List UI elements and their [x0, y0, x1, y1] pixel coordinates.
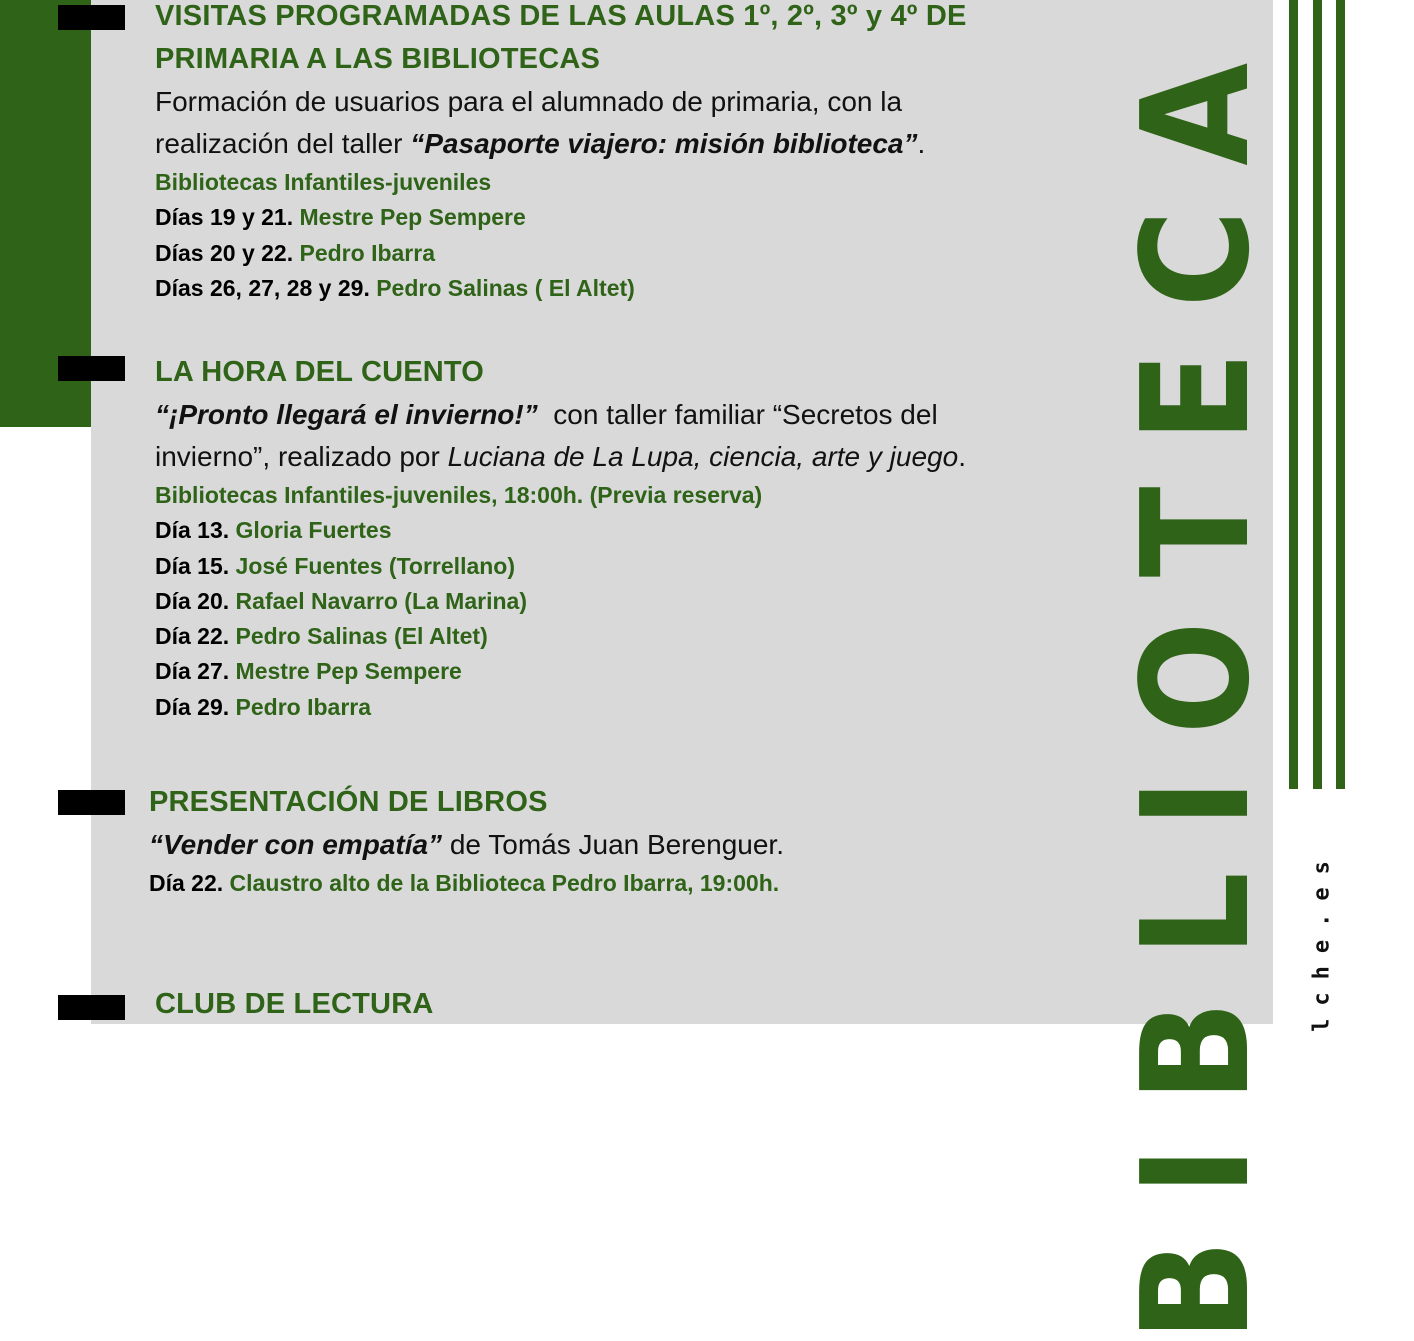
performer-name: Luciana de La Lupa, ciencia, arte y juego: [447, 441, 959, 472]
section-visitas: [155, 0, 1155, 306]
date-row: [155, 271, 1155, 306]
date-label: Días 20 y 22.: [155, 239, 294, 266]
desc-text: invierno”, realizado por: [155, 441, 448, 472]
library-name: Pedro Salinas ( El Altet): [376, 274, 635, 301]
date-row: [155, 584, 1155, 619]
date-label: Día 15.: [155, 552, 230, 579]
section-title: CLUB DE LECTURA: [155, 988, 434, 1020]
date-label: Días 26, 27, 28 y 29.: [155, 274, 370, 301]
date-row: [155, 654, 1155, 689]
section-description-cont: [155, 436, 1155, 478]
date-label: Día 13.: [155, 517, 230, 544]
date-label: Día 20.: [155, 587, 230, 614]
section-hora-del-cuento: [155, 351, 1155, 725]
section-title: VISITAS PROGRAMADAS DE LAS AULAS 1º, 2º, 3º y 4º DE: [155, 0, 967, 32]
desc-text: realización del taller: [155, 128, 411, 159]
section-description-cont: [155, 123, 1155, 165]
library-name: Pedro Salinas (El Altet): [235, 623, 488, 650]
desc-text: .: [958, 441, 966, 472]
date-row: [155, 619, 1155, 654]
venue-name: Claustro alto de la Biblioteca Pedro Ibarra, 19:00h.: [229, 870, 780, 896]
decorative-stripe: [1289, 0, 1298, 789]
vertical-title: [1110, 0, 1282, 1341]
story-title: “¡Pronto llegará el invierno!”: [155, 399, 538, 430]
venue-label: Bibliotecas Infantiles-juveniles, 18:00h. (Previa reserva): [155, 482, 763, 508]
section-description: Formación de usuarios para el alumnado de primaria, con la: [155, 86, 903, 117]
section-description: [155, 394, 1155, 436]
library-name: José Fuentes (Torrellano): [235, 552, 516, 579]
desc-text: con taller familiar “Secretos del: [537, 399, 938, 430]
venue-label: Bibliotecas Infantiles-juveniles: [155, 169, 492, 195]
library-name: Pedro Ibarra: [235, 693, 372, 720]
date-label: Días 19 y 21.: [155, 204, 294, 231]
library-name: Mestre Pep Sempere: [299, 204, 526, 231]
date-label: Día 22.: [149, 870, 224, 896]
date-row: [155, 513, 1155, 548]
date-row: [155, 236, 1155, 271]
date-row: [149, 866, 1149, 901]
date-row: [155, 200, 1155, 235]
section-title: LA HORA DEL CUENTO: [155, 356, 485, 388]
date-label: Día 29.: [155, 693, 230, 720]
workshop-name: “Pasaporte viajero: misión biblioteca”: [410, 128, 918, 159]
vertical-url: lche.es: [1309, 848, 1335, 1032]
date-label: Día 22.: [155, 623, 230, 650]
date-row: [155, 690, 1155, 725]
desc-text: de Tomás Juan Berenguer.: [442, 829, 784, 860]
library-name: Pedro Ibarra: [299, 239, 435, 266]
date-label: Día 27.: [155, 658, 230, 685]
library-name: Gloria Fuertes: [235, 517, 392, 544]
section-description: [149, 824, 1149, 866]
library-name: Mestre Pep Sempere: [235, 658, 462, 685]
section-title-cont: PRIMARIA A LAS BIBLIOTECAS: [155, 43, 601, 75]
date-row: [155, 549, 1155, 584]
vertical-title-text: BIBLIOTECA: [1110, 18, 1282, 1341]
library-name: Rafael Navarro (La Marina): [235, 587, 527, 614]
section-bullet: [58, 995, 125, 1020]
section-presentacion-libros: [149, 781, 1149, 901]
section-bullet: [58, 356, 125, 381]
section-bullet: [58, 790, 125, 815]
book-title: “Vender con empatía”: [149, 829, 443, 860]
decorative-stripe: [1313, 0, 1322, 789]
desc-text: .: [917, 128, 926, 159]
decorative-stripe: [1336, 0, 1345, 789]
section-title: PRESENTACIÓN DE LIBROS: [149, 786, 548, 818]
section-club-lectura: [155, 983, 1155, 1026]
section-bullet: [58, 5, 125, 30]
